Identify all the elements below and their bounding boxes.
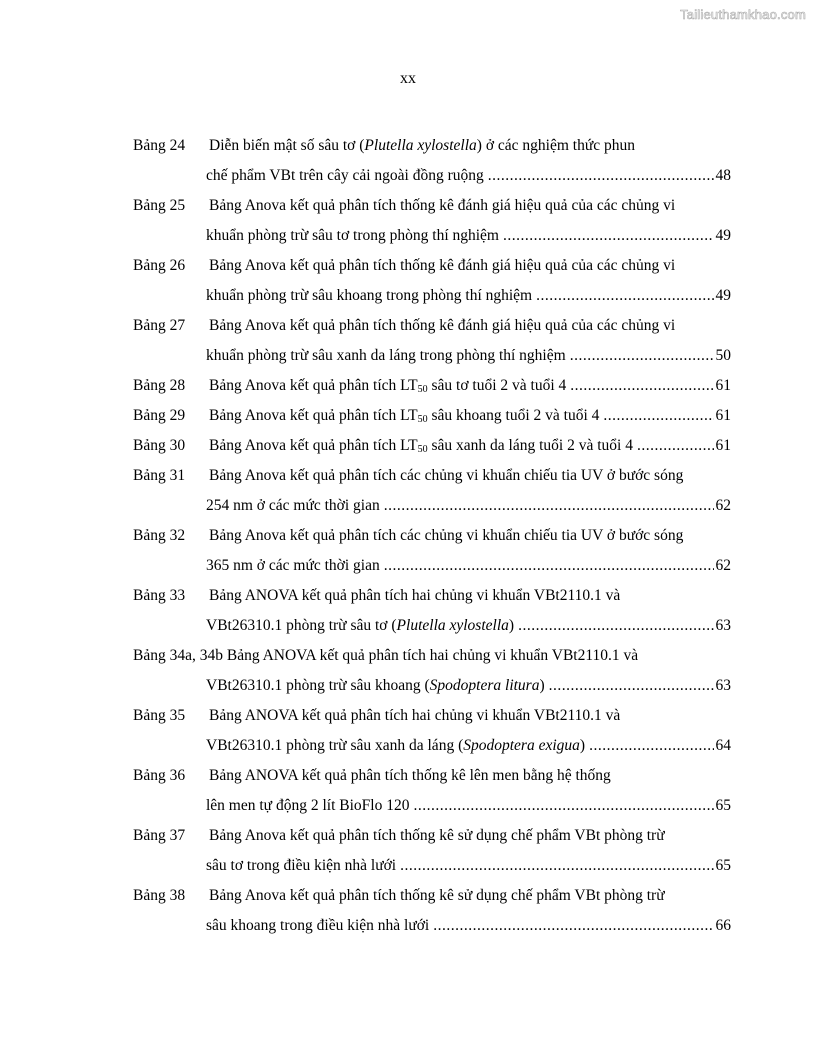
table-label: Bảng 32 [133, 527, 186, 544]
list-item[interactable] [133, 251, 731, 311]
entry-title: Bảng Anova kết quả phân tích thống kê đánh giá hiệu quả của các chủng vi [209, 317, 676, 334]
entry-title: Bảng Anova kết quả phân tích $LT_{50}$ sâu khoang tuổi 2 và tuổi 4 [209, 407, 600, 425]
dot-leader [384, 491, 714, 521]
dot-leader [433, 911, 713, 941]
entry-title-cont: VBt26310.1 phòng trừ sâu tơ (Plutella xylostella) [206, 617, 515, 634]
table-label: Bảng 28 [133, 377, 186, 394]
entry-title: Bảng Anova kết quả phân tích các chủng vi khuẩn chiếu tia UV ở bước sóng [209, 467, 684, 484]
page-ref: 65 [715, 797, 731, 814]
page-ref: 50 [715, 347, 731, 364]
entry-title-cont: lên men tự động 2 lít BioFlo 120 [206, 797, 410, 814]
list-item[interactable] [133, 761, 731, 821]
entry-title-cont: VBt26310.1 phòng trừ sâu khoang (Spodoptera litura) [206, 677, 545, 694]
dot-leader [384, 551, 714, 581]
dot-leader [589, 731, 713, 761]
dot-leader [570, 341, 714, 371]
table-label: Bảng 26 [133, 257, 186, 274]
page-ref: 66 [715, 917, 731, 934]
dot-leader [637, 431, 714, 461]
table-label: Bảng 35 [133, 707, 186, 724]
page-ref: 61 [715, 437, 731, 454]
dot-leader [518, 611, 713, 641]
entry-title-cont: 365 nm ở các mức thời gian [206, 557, 380, 574]
dot-leader [503, 221, 714, 251]
table-label: Bảng 27 [133, 317, 186, 334]
list-item[interactable] [133, 461, 731, 521]
page-ref: 63 [715, 617, 731, 634]
entry-title-cont: khuẩn phòng trừ sâu tơ trong phòng thí nghiệm [206, 227, 499, 244]
table-list [133, 131, 731, 941]
page-ref: 61 [715, 407, 731, 424]
page-ref: 64 [715, 737, 731, 754]
list-item[interactable] [133, 311, 731, 371]
entry-title: Bảng ANOVA kết quả phân tích hai chủng vi khuẩn VBt2110.1 và [226, 647, 639, 664]
list-item[interactable] [133, 821, 731, 881]
page-ref: 62 [715, 557, 731, 574]
entry-title: Bảng ANOVA kết quả phân tích thống kê lên men bằng hệ thống [209, 767, 611, 784]
entry-title: Bảng Anova kết quả phân tích các chủng vi khuẩn chiếu tia UV ở bước sóng [209, 527, 684, 544]
list-item[interactable] [133, 131, 731, 191]
list-item[interactable] [133, 371, 731, 401]
table-label: Bảng 25 [133, 197, 186, 214]
table-label: Bảng 30 [133, 437, 186, 454]
dot-leader [603, 401, 713, 431]
dot-leader [413, 791, 713, 821]
entry-title: Bảng Anova kết quả phân tích thống kê sử dụng chế phẩm VBt phòng trừ [209, 827, 665, 844]
page-ref: 63 [715, 677, 731, 694]
list-item[interactable] [133, 431, 731, 461]
table-label: Bảng 24 [133, 137, 186, 154]
entry-title-cont: khuẩn phòng trừ sâu khoang trong phòng thí nghiệm [206, 287, 533, 304]
list-item[interactable] [133, 701, 731, 761]
list-item[interactable] [133, 401, 731, 431]
entry-title-cont: sâu tơ trong điều kiện nhà lưới [206, 857, 397, 874]
entry-title: Bảng ANOVA kết quả phân tích hai chủng vi khuẩn VBt2110.1 và [209, 707, 621, 724]
entry-title-cont: sâu khoang trong điều kiện nhà lưới [206, 917, 430, 934]
list-item[interactable] [133, 641, 731, 701]
page-ref: 49 [715, 287, 731, 304]
page-ref: 61 [715, 377, 731, 394]
entry-title-cont: VBt26310.1 phòng trừ sâu xanh da láng (Spodoptera exigua) [206, 737, 586, 754]
table-label: Bảng 33 [133, 587, 186, 604]
entry-title: Bảng Anova kết quả phân tích $LT_{50}$ sâu tơ tuổi 2 và tuổi 4 [209, 377, 567, 395]
page-ref: 62 [715, 497, 731, 514]
entry-title: Bảng Anova kết quả phân tích thống kê đánh giá hiệu quả của các chủng vi [209, 257, 676, 274]
table-label: Bảng 38 [133, 887, 186, 904]
dot-leader [570, 371, 713, 401]
list-item[interactable] [133, 581, 731, 641]
entry-title: Diễn biến mật số sâu tơ (Plutella xylostella) ở các nghiệm thức phun [209, 137, 635, 154]
entry-title: Bảng Anova kết quả phân tích thống kê đánh giá hiệu quả của các chủng vi [209, 197, 676, 214]
dot-leader [549, 671, 714, 701]
watermark: Tailieuthamkhao.com [680, 7, 806, 22]
table-label: Bảng 31 [133, 467, 186, 484]
dot-leader [536, 281, 713, 311]
entry-title-cont: khuẩn phòng trừ sâu xanh da láng trong phòng thí nghiệm [206, 347, 566, 364]
table-label: Bảng 34a, 34b [133, 647, 223, 664]
entry-title: Bảng ANOVA kết quả phân tích hai chủng vi khuẩn VBt2110.1 và [209, 587, 621, 604]
table-label: Bảng 36 [133, 767, 186, 784]
entry-title: Bảng Anova kết quả phân tích $LT_{50}$ sâu xanh da láng tuổi 2 và tuổi 4 [209, 437, 633, 455]
list-item[interactable] [133, 191, 731, 251]
entry-title: Bảng Anova kết quả phân tích thống kê sử dụng chế phẩm VBt phòng trừ [209, 887, 665, 904]
dot-leader [400, 851, 713, 881]
list-item[interactable] [133, 881, 731, 941]
entry-title-cont: chế phẩm VBt trên cây cải ngoài đồng ruộng [206, 167, 484, 184]
page-ref: 48 [715, 167, 731, 184]
page-ref: 65 [715, 857, 731, 874]
page-number: xx [400, 70, 416, 87]
table-label: Bảng 37 [133, 827, 186, 844]
list-item[interactable] [133, 521, 731, 581]
entry-title-cont: 254 nm ở các mức thời gian [206, 497, 380, 514]
dot-leader [488, 161, 714, 191]
table-label: Bảng 29 [133, 407, 186, 424]
page-ref: 49 [715, 227, 731, 244]
